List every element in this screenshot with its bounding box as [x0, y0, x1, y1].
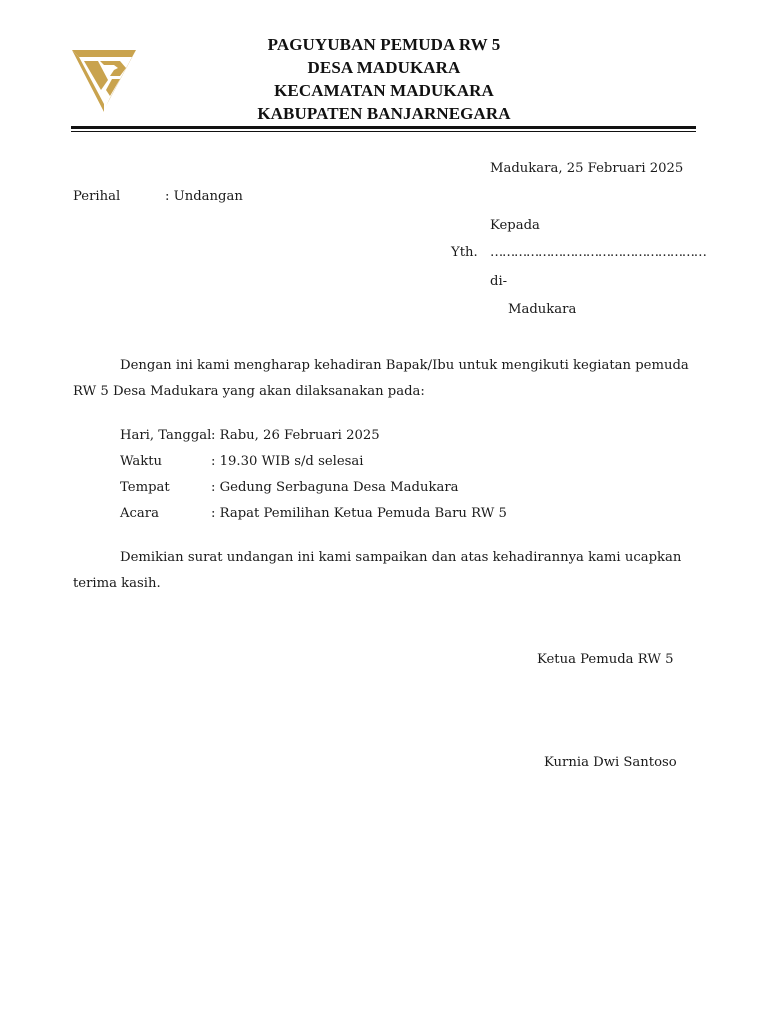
intro-line-1: Dengan ini kami mengharap kehadiran Bapak/Ibu untuk mengikuti kegiatan pemuda: [120, 358, 689, 373]
subject-value: : Undangan: [165, 189, 243, 204]
subject-label: Perihal: [73, 189, 121, 204]
recipient-place: Madukara: [508, 302, 577, 317]
detail-label-date: Hari, Tanggal: [120, 428, 212, 443]
recipient-kepada: Kepada: [490, 218, 540, 233]
recipient-yth-label: Yth.: [451, 245, 478, 260]
detail-value-agenda: : Rapat Pemilihan Ketua Pemuda Baru RW 5: [211, 506, 507, 521]
letterhead-line-1: PAGUYUBAN PEMUDA RW 5: [267, 35, 501, 54]
letterhead-line-2: DESA MADUKARA: [307, 58, 461, 77]
letterhead-divider-thick: [71, 126, 696, 129]
letterhead-line-3: KECAMATAN MADUKARA: [274, 81, 494, 100]
detail-value-place: : Gedung Serbaguna Desa Madukara: [211, 480, 459, 495]
signature-name: Kurnia Dwi Santoso: [544, 755, 677, 770]
detail-label-place: Tempat: [120, 480, 170, 495]
closing-line-1: Demikian surat undangan ini kami sampaikan dan atas kehadirannya kami ucapkan: [120, 550, 682, 565]
detail-label-agenda: Acara: [120, 506, 159, 521]
detail-value-time: : 19.30 WIB s/d selesai: [211, 454, 364, 469]
date-line: Madukara, 25 Februari 2025: [490, 161, 684, 176]
detail-value-date: : Rabu, 26 Februari 2025: [211, 428, 380, 443]
organization-logo-icon: [70, 46, 138, 112]
detail-label-time: Waktu: [120, 454, 163, 469]
recipient-di: di-: [490, 274, 508, 289]
letterhead-divider-thin: [71, 131, 696, 132]
closing-line-2: terima kasih.: [73, 576, 161, 591]
intro-line-2: RW 5 Desa Madukara yang akan dilaksanakan pada:: [73, 384, 425, 399]
recipient-name-placeholder: ………………………………………………: [490, 245, 706, 260]
letterhead-line-4: KABUPATEN BANJARNEGARA: [257, 104, 511, 123]
signature-title: Ketua Pemuda RW 5: [537, 652, 674, 667]
